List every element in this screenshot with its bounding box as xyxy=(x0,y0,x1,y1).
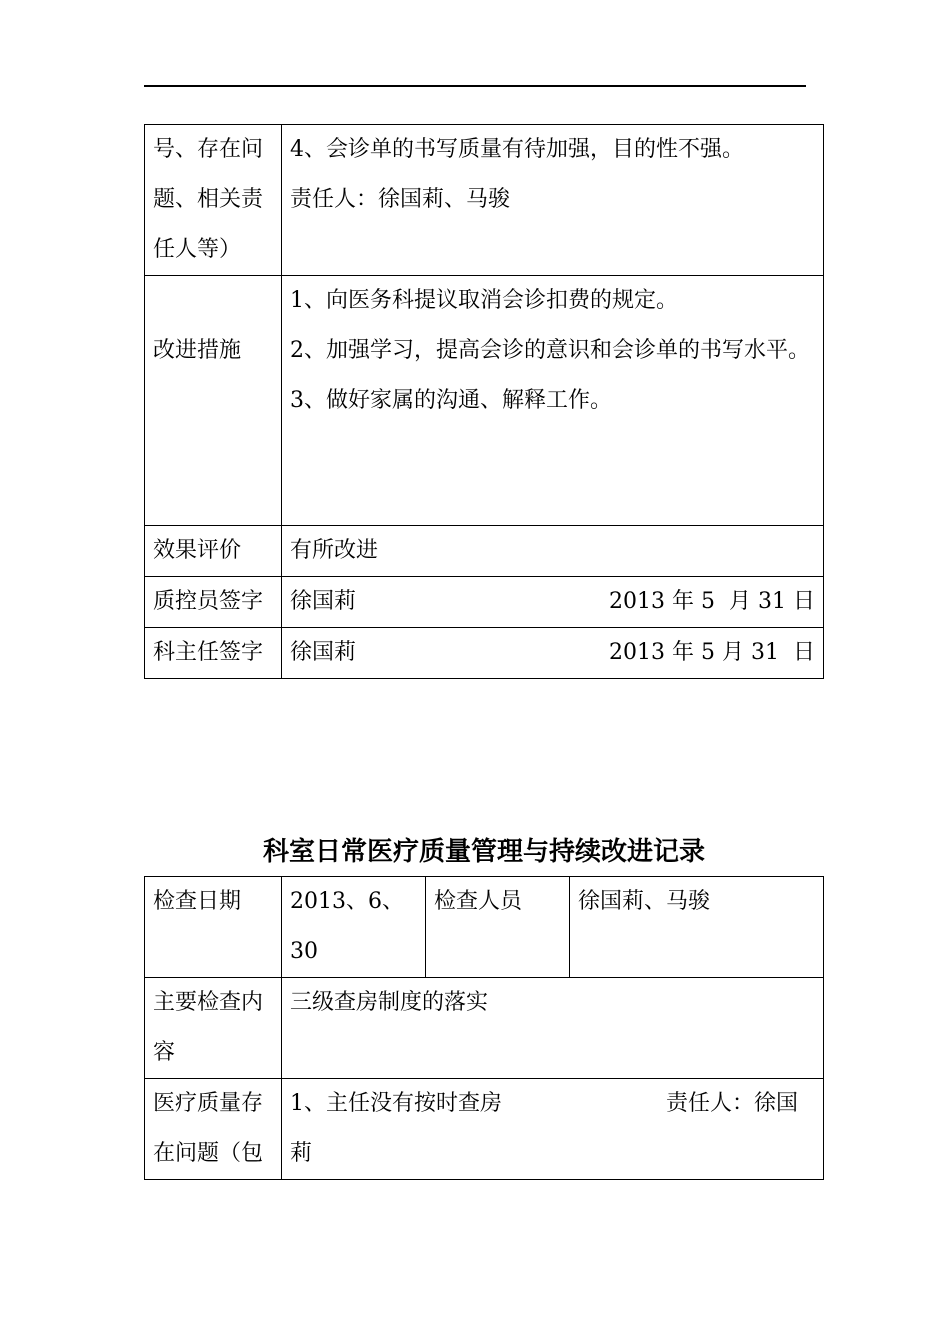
qc-sign-label: 质控员签字 xyxy=(145,577,282,628)
problem-content xyxy=(282,1079,824,1180)
problem-owner: 责任人：徐国莉 xyxy=(290,1091,799,1166)
measures-content xyxy=(282,276,824,526)
record-title: 科室日常医疗质量管理与持续改进记录 xyxy=(262,837,705,867)
director-sign-content xyxy=(282,628,824,679)
problem-item: 1、主任没有按时查房 xyxy=(290,1091,502,1116)
problems-content xyxy=(282,125,824,276)
table-row xyxy=(145,978,824,1079)
director-signature: 徐国莉 xyxy=(290,640,357,665)
inspector-label: 检查人员 xyxy=(426,877,570,978)
qc-date: 2013 年 5 月 31 日 xyxy=(609,589,815,614)
table-row xyxy=(145,628,824,679)
effect-value: 有所改进 xyxy=(282,526,824,577)
improvement-table-continued xyxy=(144,124,824,679)
table-row xyxy=(145,526,824,577)
header-rule xyxy=(144,85,806,87)
problem-label: 医疗质量存在问题（包 xyxy=(145,1079,282,1180)
responsible-persons: 责任人：徐国莉、马骏 xyxy=(290,187,511,212)
measure-item: 1、向医务科提议取消会诊扣费的规定。 xyxy=(290,288,678,313)
table-row xyxy=(145,125,824,276)
quality-record-table xyxy=(144,876,824,1180)
check-date-label: 检查日期 xyxy=(145,877,282,978)
measures-label: 改进措施 xyxy=(145,276,282,526)
problem-item: 4、会诊单的书写质量有待加强，目的性不强。 xyxy=(290,137,744,162)
check-date-value: 2013、6、30 xyxy=(282,877,426,978)
effect-label: 效果评价 xyxy=(145,526,282,577)
table-row xyxy=(145,276,824,526)
table-row xyxy=(145,1079,824,1180)
table-row xyxy=(145,877,824,978)
director-date: 2013 年 5 月 31 日 xyxy=(609,640,815,665)
measure-item: 3、做好家属的沟通、解释工作。 xyxy=(290,388,612,413)
content-value: 三级查房制度的落实 xyxy=(282,978,824,1079)
measure-item: 2、加强学习，提高会诊的意识和会诊单的书写水平。 xyxy=(290,338,810,363)
content-label: 主要检查内容 xyxy=(145,978,282,1079)
problems-label: 号、存在问题、相关责任人等） xyxy=(145,125,282,276)
qc-signature: 徐国莉 xyxy=(290,589,357,614)
table-row xyxy=(145,577,824,628)
qc-sign-content xyxy=(282,577,824,628)
inspector-value: 徐国莉、马骏 xyxy=(570,877,824,978)
director-sign-label: 科主任签字 xyxy=(145,628,282,679)
